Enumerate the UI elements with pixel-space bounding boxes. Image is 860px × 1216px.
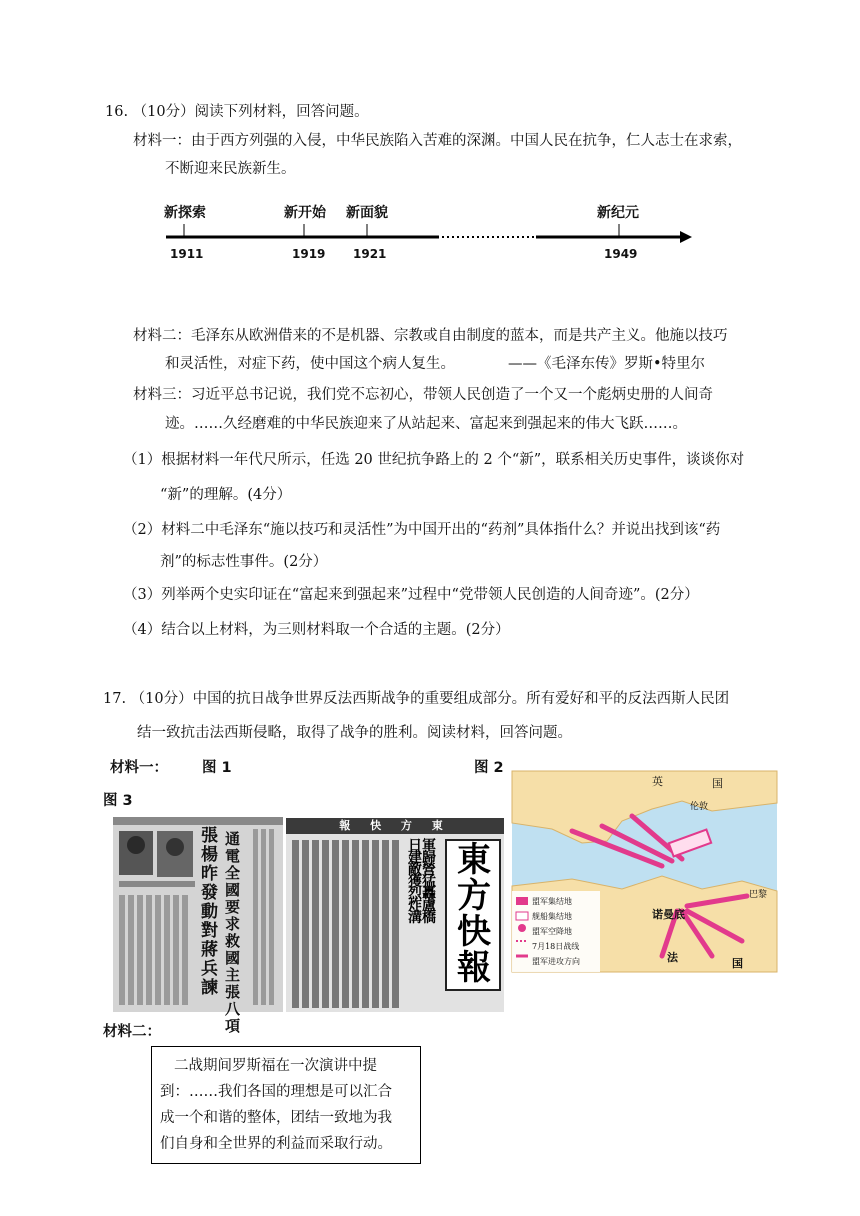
newspaper1-headline1: 張楊昨發動對蔣兵諫 <box>201 826 218 998</box>
newspaper1-headline2: 通電全國要求救國主張八項 <box>225 830 241 1035</box>
map-label-guo2: 国 <box>732 957 743 970</box>
q16-question4: （4）结合以上材料，为三则材料取一个合适的主题。(2分） <box>123 622 510 638</box>
quote-line1: 二战期间罗斯福在一次演讲中提 <box>174 1058 377 1074</box>
figure3-caption: 图 3 <box>103 793 133 809</box>
timeline <box>164 200 694 270</box>
timeline-year-1919: 1919 <box>292 247 326 261</box>
map-legend <box>532 894 598 969</box>
quote-line4: 们自身和全世界的利益而采取行动。 <box>160 1136 392 1152</box>
q16-material2-source: ——《毛泽东传》罗斯•特里尔 <box>508 356 706 372</box>
quote-line2: 到：……我们各国的理想是可以汇合 <box>160 1084 392 1100</box>
q17-header-line1: 17. （10分）中国的抗日战争世界反法西斯战争的重要组成部分。所有爱好和平的反法西斯人民团 <box>103 691 730 707</box>
map-legend-item: 7月18日战线 <box>532 942 580 951</box>
q16-material2-line2: 和灵活性，对症下药，使中国这个病人复生。 <box>165 356 455 372</box>
timeline-label-xinkaishi: 新开始 <box>284 205 326 221</box>
q17-material2-label: 材料二： <box>103 1024 161 1040</box>
map-label-london: 伦敦 <box>690 802 709 812</box>
q16-material3-line1: 材料三：习近平总书记说，我们党不忘初心，带领人民创造了一个又一个彪炳史册的人间奇 <box>133 387 713 403</box>
timeline-label-xinjiyuan: 新纪元 <box>597 205 639 221</box>
timeline-label-xintansuo: 新探索 <box>164 205 206 221</box>
q17-material1-label: 材料一： <box>110 760 168 776</box>
map-label-normandy: 诺曼底 <box>652 908 685 921</box>
normandy-map-image <box>512 771 777 972</box>
map-legend-item: 盟军进攻方向 <box>532 957 580 966</box>
q16-material1-line1: 材料一：由于西方列强的入侵，中华民族陷入苦难的深渊。中国人民在抗争，仁人志士在求索， <box>133 133 742 149</box>
map-label-paris: 巴黎 <box>749 890 768 900</box>
map-label-france: 法 <box>667 951 678 964</box>
timeline-arrow <box>680 231 692 243</box>
map-legend-item: 盟军空降地 <box>532 927 572 936</box>
figure2-newspaper-image <box>286 818 504 1012</box>
newspaper2-header-strip: 報 快 方 東 <box>339 819 451 832</box>
q16-material3-line2: 迹。……久经磨难的中华民族迎来了从站起来、富起来到强起来的伟大飞跃……。 <box>165 416 687 432</box>
figure1-caption: 图 1 <box>202 760 232 776</box>
q16-question1-line2: “新”的理解。(4分） <box>160 487 292 503</box>
timeline-label-xinmianmao: 新面貌 <box>346 205 388 221</box>
q16-question2-line1: （2）材料二中毛泽东“施以技巧和灵活性”为中国开出的“药剂”具体指什么？并说出找到该“药 <box>123 522 721 538</box>
newspaper2-masthead: 東方快報 <box>457 840 491 988</box>
q17-header-line2: 结一致抗击法西斯侵略，取得了战争的胜利。阅读材料，回答问题。 <box>137 725 572 741</box>
map-label-guo: 国 <box>712 777 723 790</box>
roosevelt-quote-box <box>151 1046 421 1164</box>
map-label-england: 英 <box>652 775 663 788</box>
q16-question2-line2: 剂”的标志性事件。(2分） <box>160 554 328 570</box>
q16-material1-line2: 不断迎来民族新生。 <box>165 161 296 177</box>
q16-question1-line1: （1）根据材料一年代尺所示，任选 20 世纪抗争路上的 2 个“新”，联系相关历史事件，谈谈你对 <box>123 452 745 468</box>
timeline-year-1921: 1921 <box>353 247 387 261</box>
newspaper2-headline: 日軍建歸敵營獲猛烈轟炸盧溝橋 <box>408 838 436 926</box>
map-legend-item: 盟军集结地 <box>532 897 572 906</box>
q16-material2-line1: 材料二：毛泽东从欧洲借来的不是机器、宗教或自由制度的蓝本，而是共产主义。他施以技巧 <box>133 328 728 344</box>
q16-header: 16. （10分）阅读下列材料，回答问题。 <box>105 104 369 120</box>
quote-line3: 成一个和谐的整体，团结一致地为我 <box>160 1110 392 1126</box>
timeline-year-1911: 1911 <box>170 247 204 261</box>
newspaper1-svg <box>113 817 283 1012</box>
figure2-caption: 图 2 <box>474 760 504 776</box>
map-legend-item: 舰船集结地 <box>532 912 572 921</box>
q16-question3: （3）列举两个史实印证在“富起来到强起来”过程中“党带领人民创造的人间奇迹”。(2分） <box>123 587 699 603</box>
timeline-year-1949: 1949 <box>604 247 638 261</box>
